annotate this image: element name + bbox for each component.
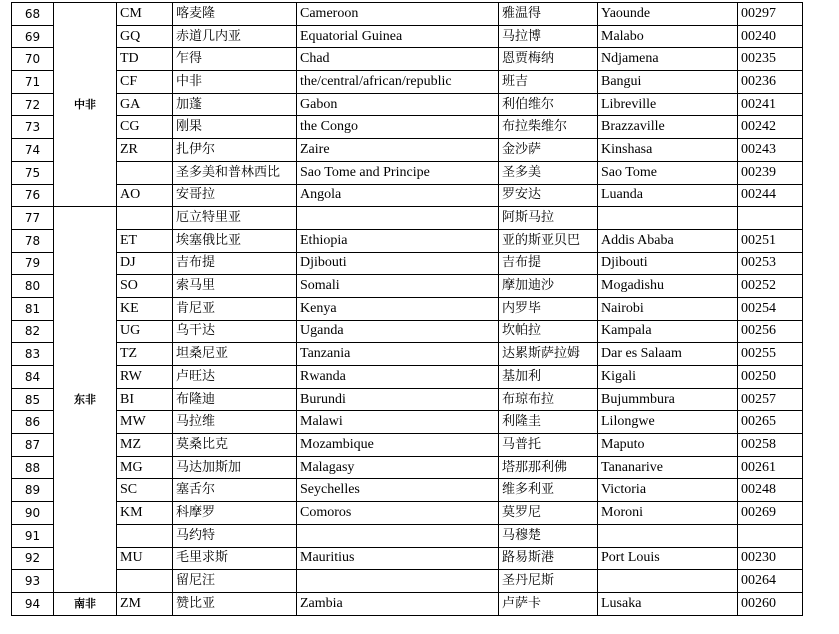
country-name-cn: 索马里: [173, 275, 297, 298]
country-name-cn: 赞比亚: [173, 592, 297, 615]
capital-name-cn: 班吉: [499, 71, 598, 94]
country-name-en: Malagasy: [297, 456, 499, 479]
country-name-en: Tanzania: [297, 343, 499, 366]
country-code: KE: [117, 297, 173, 320]
country-name-cn: 乌干达: [173, 320, 297, 343]
capital-name-cn: 马普托: [499, 434, 598, 457]
capital-name-cn: 塔那那利佛: [499, 456, 598, 479]
country-name-en: Kenya: [297, 297, 499, 320]
country-name-en: Seychelles: [297, 479, 499, 502]
capital-name-cn: 恩贾梅纳: [499, 48, 598, 71]
capital-name-en: Port Louis: [598, 547, 738, 570]
table-row: [12, 252, 803, 275]
country-name-en: Malawi: [297, 411, 499, 434]
capital-name-en: Victoria: [598, 479, 738, 502]
capital-name-en: Mogadishu: [598, 275, 738, 298]
capital-name-cn: 马拉博: [499, 25, 598, 48]
row-number: 89: [12, 479, 54, 502]
table-row: [12, 116, 803, 139]
country-name-cn: 坦桑尼亚: [173, 343, 297, 366]
dialing-code: 00265: [738, 411, 803, 434]
country-code: ZR: [117, 139, 173, 162]
country-code: [117, 207, 173, 230]
country-name-cn: 喀麦隆: [173, 3, 297, 26]
country-code: ZM: [117, 592, 173, 615]
region-label: 南非: [54, 592, 117, 615]
dialing-code: 00240: [738, 25, 803, 48]
table-row: [12, 229, 803, 252]
row-number: 76: [12, 184, 54, 207]
dialing-code: 00248: [738, 479, 803, 502]
row-number: 85: [12, 388, 54, 411]
capital-name-cn: 圣丹尼斯: [499, 570, 598, 593]
country-name-en: Mauritius: [297, 547, 499, 570]
country-name-cn: 扎伊尔: [173, 139, 297, 162]
country-name-en: Cameroon: [297, 3, 499, 26]
country-name-cn: 马拉维: [173, 411, 297, 434]
dialing-code: 00253: [738, 252, 803, 275]
table-row: [12, 25, 803, 48]
row-number: 70: [12, 48, 54, 71]
table-row: [12, 456, 803, 479]
capital-name-en: Kampala: [598, 320, 738, 343]
country-name-en: Ethiopia: [297, 229, 499, 252]
capital-name-en: Sao Tome: [598, 161, 738, 184]
row-number: 91: [12, 524, 54, 547]
row-number: 80: [12, 275, 54, 298]
dialing-code: 00257: [738, 388, 803, 411]
country-name-en: [297, 207, 499, 230]
country-code: DJ: [117, 252, 173, 275]
country-name-en: Chad: [297, 48, 499, 71]
row-number: 94: [12, 592, 54, 615]
table-row: [12, 3, 803, 26]
country-code: GA: [117, 93, 173, 116]
capital-name-en: Bangui: [598, 71, 738, 94]
country-code: GQ: [117, 25, 173, 48]
capital-name-cn: 维多利亚: [499, 479, 598, 502]
capital-name-en: Yaounde: [598, 3, 738, 26]
country-code: [117, 570, 173, 593]
capital-name-en: Malabo: [598, 25, 738, 48]
capital-name-en: Lilongwe: [598, 411, 738, 434]
table-row: [12, 547, 803, 570]
row-number: 83: [12, 343, 54, 366]
capital-name-en: Luanda: [598, 184, 738, 207]
row-number: 81: [12, 297, 54, 320]
capital-name-cn: 达累斯萨拉姆: [499, 343, 598, 366]
dialing-code: 00269: [738, 502, 803, 525]
capital-name-cn: 卢萨卡: [499, 592, 598, 615]
country-code: MU: [117, 547, 173, 570]
capital-name-cn: 马穆楚: [499, 524, 598, 547]
country-name-en: Burundi: [297, 388, 499, 411]
row-number: 73: [12, 116, 54, 139]
country-code: CM: [117, 3, 173, 26]
capital-name-en: Kigali: [598, 366, 738, 389]
country-code: ET: [117, 229, 173, 252]
country-name-en: Equatorial Guinea: [297, 25, 499, 48]
capital-name-cn: 摩加迪沙: [499, 275, 598, 298]
row-number: 77: [12, 207, 54, 230]
row-number: 68: [12, 3, 54, 26]
capital-name-en: [598, 207, 738, 230]
country-name-en: Angola: [297, 184, 499, 207]
dialing-code: [738, 524, 803, 547]
table-row: [12, 411, 803, 434]
capital-name-cn: 阿斯马拉: [499, 207, 598, 230]
country-name-en: Mozambique: [297, 434, 499, 457]
dialing-code: 00255: [738, 343, 803, 366]
capital-name-en: Djibouti: [598, 252, 738, 275]
table-row: [12, 139, 803, 162]
capital-name-cn: 布琼布拉: [499, 388, 598, 411]
table-row: [12, 161, 803, 184]
country-name-cn: 马约特: [173, 524, 297, 547]
capital-name-cn: 布拉柴维尔: [499, 116, 598, 139]
country-name-en: Djibouti: [297, 252, 499, 275]
table-row: [12, 93, 803, 116]
capital-name-cn: 亚的斯亚贝巴: [499, 229, 598, 252]
country-name-cn: 肯尼亚: [173, 297, 297, 320]
capital-name-cn: 利伯维尔: [499, 93, 598, 116]
table-row: [12, 502, 803, 525]
country-code: SO: [117, 275, 173, 298]
row-number: 84: [12, 366, 54, 389]
capital-name-en: Addis Ababa: [598, 229, 738, 252]
country-table: [11, 2, 803, 616]
country-code: MW: [117, 411, 173, 434]
capital-name-cn: 基加利: [499, 366, 598, 389]
capital-name-cn: 莫罗尼: [499, 502, 598, 525]
row-number: 69: [12, 25, 54, 48]
capital-name-en: [598, 524, 738, 547]
row-number: 82: [12, 320, 54, 343]
capital-name-cn: 路易斯港: [499, 547, 598, 570]
row-number: 72: [12, 93, 54, 116]
table-row: [12, 48, 803, 71]
country-code: UG: [117, 320, 173, 343]
table-row: [12, 343, 803, 366]
country-name-en: Zambia: [297, 592, 499, 615]
country-name-en: the/central/african/republic: [297, 71, 499, 94]
capital-name-en: Brazzaville: [598, 116, 738, 139]
table-row: [12, 434, 803, 457]
capital-name-en: Bujummbura: [598, 388, 738, 411]
table-row: [12, 524, 803, 547]
country-code: MG: [117, 456, 173, 479]
dialing-code: 00244: [738, 184, 803, 207]
country-name-en: the Congo: [297, 116, 499, 139]
country-name-cn: 赤道几内亚: [173, 25, 297, 48]
country-code: BI: [117, 388, 173, 411]
dialing-code: 00243: [738, 139, 803, 162]
country-name-en: Comoros: [297, 502, 499, 525]
capital-name-cn: 内罗毕: [499, 297, 598, 320]
country-name-cn: 安哥拉: [173, 184, 297, 207]
country-name-en: Gabon: [297, 93, 499, 116]
country-name-cn: 毛里求斯: [173, 547, 297, 570]
table-row: [12, 71, 803, 94]
country-name-cn: 卢旺达: [173, 366, 297, 389]
country-name-cn: 马达加斯加: [173, 456, 297, 479]
country-name-en: Sao Tome and Principe: [297, 161, 499, 184]
capital-name-en: Nairobi: [598, 297, 738, 320]
dialing-code: 00230: [738, 547, 803, 570]
capital-name-en: Ndjamena: [598, 48, 738, 71]
region-label: 东非: [54, 207, 117, 593]
country-name-en: Rwanda: [297, 366, 499, 389]
country-name-cn: 布隆迪: [173, 388, 297, 411]
dialing-code: [738, 207, 803, 230]
country-name-en: [297, 570, 499, 593]
capital-name-cn: 雅温得: [499, 3, 598, 26]
row-number: 78: [12, 229, 54, 252]
dialing-code: 00252: [738, 275, 803, 298]
capital-name-en: Tananarive: [598, 456, 738, 479]
row-number: 71: [12, 71, 54, 94]
dialing-code: 00264: [738, 570, 803, 593]
table-row: [12, 592, 803, 615]
capital-name-en: Maputo: [598, 434, 738, 457]
dialing-code: 00236: [738, 71, 803, 94]
country-name-cn: 乍得: [173, 48, 297, 71]
capital-name-en: Kinshasa: [598, 139, 738, 162]
table-row: [12, 275, 803, 298]
row-number: 75: [12, 161, 54, 184]
dialing-code: 00250: [738, 366, 803, 389]
country-name-cn: 中非: [173, 71, 297, 94]
capital-name-cn: 利隆圭: [499, 411, 598, 434]
country-name-cn: 塞舌尔: [173, 479, 297, 502]
country-code: TZ: [117, 343, 173, 366]
capital-name-cn: 金沙萨: [499, 139, 598, 162]
country-name-cn: 圣多美和普林西比: [173, 161, 297, 184]
country-name-en: [297, 524, 499, 547]
dialing-code: 00261: [738, 456, 803, 479]
dialing-code: 00258: [738, 434, 803, 457]
country-name-cn: 莫桑比克: [173, 434, 297, 457]
country-name-en: Zaire: [297, 139, 499, 162]
row-number: 92: [12, 547, 54, 570]
capital-name-en: [598, 570, 738, 593]
country-table-body: [12, 3, 803, 616]
dialing-code: 00256: [738, 320, 803, 343]
country-name-cn: 埃塞俄比亚: [173, 229, 297, 252]
country-code: RW: [117, 366, 173, 389]
dialing-code: 00241: [738, 93, 803, 116]
row-number: 87: [12, 434, 54, 457]
country-code: MZ: [117, 434, 173, 457]
dialing-code: 00239: [738, 161, 803, 184]
table-row: [12, 366, 803, 389]
capital-name-cn: 圣多美: [499, 161, 598, 184]
capital-name-cn: 坎帕拉: [499, 320, 598, 343]
country-code: KM: [117, 502, 173, 525]
capital-name-cn: 吉布提: [499, 252, 598, 275]
capital-name-cn: 罗安达: [499, 184, 598, 207]
table-row: [12, 388, 803, 411]
region-label: 中非: [54, 3, 117, 207]
table-row: [12, 184, 803, 207]
capital-name-en: Libreville: [598, 93, 738, 116]
table-row: [12, 570, 803, 593]
country-name-cn: 厄立特里亚: [173, 207, 297, 230]
country-code: CF: [117, 71, 173, 94]
row-number: 74: [12, 139, 54, 162]
dialing-code: 00260: [738, 592, 803, 615]
dialing-code: 00297: [738, 3, 803, 26]
capital-name-en: Lusaka: [598, 592, 738, 615]
country-code: SC: [117, 479, 173, 502]
country-name-en: Uganda: [297, 320, 499, 343]
dialing-code: 00235: [738, 48, 803, 71]
country-code: [117, 524, 173, 547]
country-code: [117, 161, 173, 184]
country-code: AO: [117, 184, 173, 207]
country-name-cn: 科摩罗: [173, 502, 297, 525]
dialing-code: 00251: [738, 229, 803, 252]
row-number: 86: [12, 411, 54, 434]
capital-name-en: Dar es Salaam: [598, 343, 738, 366]
table-row: [12, 297, 803, 320]
table-row: [12, 320, 803, 343]
dialing-code: 00254: [738, 297, 803, 320]
row-number: 90: [12, 502, 54, 525]
country-name-cn: 留尼汪: [173, 570, 297, 593]
country-code: TD: [117, 48, 173, 71]
dialing-code: 00242: [738, 116, 803, 139]
country-code: CG: [117, 116, 173, 139]
table-row: [12, 479, 803, 502]
country-name-cn: 吉布提: [173, 252, 297, 275]
row-number: 88: [12, 456, 54, 479]
row-number: 93: [12, 570, 54, 593]
capital-name-en: Moroni: [598, 502, 738, 525]
country-name-en: Somali: [297, 275, 499, 298]
table-row: [12, 207, 803, 230]
country-name-cn: 刚果: [173, 116, 297, 139]
row-number: 79: [12, 252, 54, 275]
country-name-cn: 加蓬: [173, 93, 297, 116]
